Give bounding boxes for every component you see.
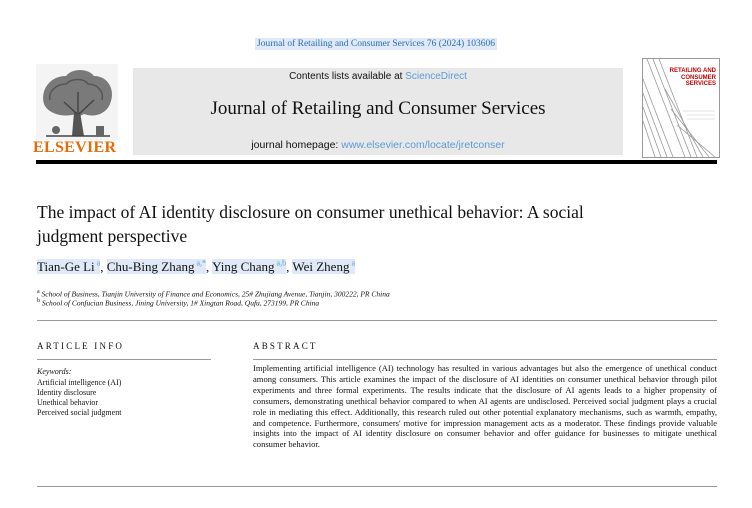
homepage-line (133, 139, 623, 151)
keyword-item: Artificial intelligence (AI) (37, 378, 122, 387)
affiliation-b (37, 298, 319, 308)
author-separator: , (286, 259, 293, 275)
author-list (37, 259, 355, 275)
article-info-divider (37, 359, 211, 360)
keyword-item: Identity disclosure (37, 388, 97, 397)
journal-cover-icon (642, 58, 720, 158)
abstract-text: Implementing artificial intelligence (AI) technology has resulted in various advantages but also the emergence of unethical conduct among consumers. This article examines the impact of the disclosure of AI identities on consumer unethical behavior through pilot experiments and three formal experiments. The results indicate that the disclosure of AI agents leads to a higher propensity of consumers, demonstrating unethical behavior compared to when AI agents are undisclosed. Perceived social judgment plays a crucial role in mediating this effect. Additionally, this research ruled out other potential explanatory mechanisms, such as warmth, empathy, and competence. Furthermore, consumers' motive for impression management acts as a moderator. These findings provide valuable insights into the impact of AI identity disclosure on consumer behavior and offer guidance for businesses to mitigate unethical consumer behavior. (253, 363, 717, 450)
contents-line (133, 71, 623, 82)
sciencedirect-link[interactable]: ScienceDirect (405, 71, 467, 82)
publisher-wordmark: ELSEVIER (33, 139, 117, 156)
journal-name: Journal of Retailing and Consumer Services (210, 98, 546, 119)
author-affiliation-mark[interactable]: a,* (194, 259, 207, 268)
author-affiliation-mark[interactable]: a (349, 259, 356, 268)
author-name[interactable]: Ying Chang $^{a,b}$ (212, 259, 287, 275)
author-separator: , (206, 259, 213, 275)
citation-link[interactable]: Journal of Retailing and Consumer Services 76 (2024) 103606 (257, 39, 495, 49)
journal-banner (133, 68, 623, 155)
article-title: The impact of AI identity disclosure on consumer unethical behavior: A social judgment perspective (37, 202, 584, 246)
affiliation-text: School of Business, Tianjin University of Finance and Economics, 25# Zhujiang Avenue, Tianjin, 300222, PR China (41, 289, 390, 299)
homepage-link[interactable]: www.elsevier.com/locate/jretconser (341, 139, 505, 151)
keywords-label: Keywords: (37, 367, 72, 376)
affiliation-mark: b (37, 298, 40, 304)
affiliations-divider (37, 320, 717, 321)
header-rule (36, 160, 717, 164)
affiliation-mark: a (37, 289, 40, 295)
article-info-heading: ARTICLE INFO (37, 341, 125, 351)
citation-line (0, 33, 752, 51)
keyword-item: Unethical behavior (37, 398, 99, 407)
footer-divider (37, 486, 717, 487)
homepage-label: journal homepage: (251, 139, 342, 151)
author-affiliation-mark[interactable]: a (94, 259, 101, 268)
abstract-divider (253, 359, 717, 360)
author-name[interactable]: Wei Zheng $^a$ (292, 259, 356, 275)
keyword-item: Perceived social judgment (37, 408, 122, 417)
contents-prefix: Contents lists available at (289, 71, 406, 82)
keywords-list (37, 378, 121, 418)
affiliation-text: School of Confucian Business, Jining University, 1# Xingtan Road, Qufu, 273199, PR China (41, 298, 320, 308)
cover-title: RETAILING AND CONSUMER SERVICES (669, 68, 716, 87)
author-separator: , (100, 259, 107, 275)
author-name[interactable]: Tian-Ge Li $^a$ (37, 259, 101, 275)
author-affiliation-mark[interactable]: a,b (274, 259, 287, 268)
abstract-heading: ABSTRACT (253, 341, 318, 351)
author-name[interactable]: Chu-Bing Zhang $^{a,*}$ (106, 259, 207, 275)
